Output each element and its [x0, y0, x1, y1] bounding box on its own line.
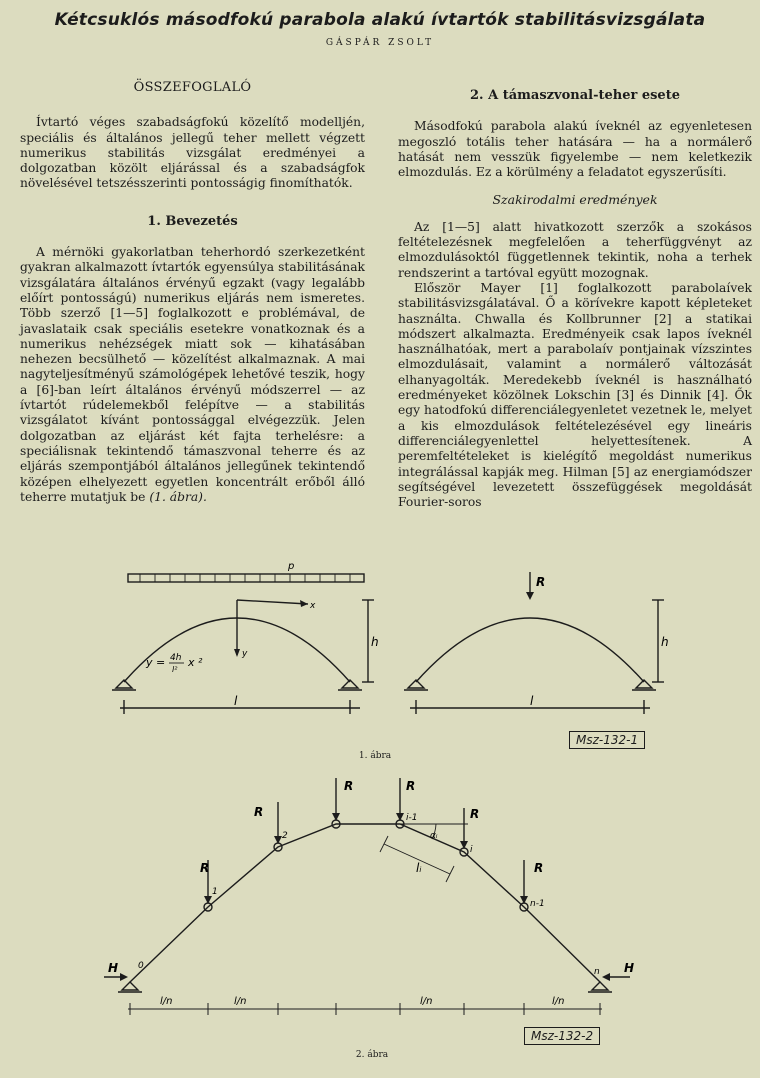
distributed-load-bar: [128, 574, 364, 582]
label-R-i-1: R: [406, 779, 416, 793]
summary-heading: ÖSSZEFOGLALÓ: [133, 80, 252, 95]
section2-heading: 2. A támaszvonal-teher esete: [470, 88, 680, 103]
label-node-i-1: i-1: [406, 813, 418, 823]
label-dim-1: l/n: [160, 996, 173, 1007]
label-H-right: H: [624, 961, 635, 975]
figure1-caption: 1. ábra: [358, 751, 392, 761]
figure1-drawing: [110, 560, 670, 750]
label-eq-y: y =: [146, 656, 166, 669]
section2-paragraph: Másodfokú parabola alakú íveknél az egyenletesen megoszló totális teher hatására — ha a normálerő hatását nem vesszük figyelembe — nem keletkezik elmozdulás. Ez a körülmény a feladatot egyszerűsíti.: [398, 119, 752, 180]
section1-paragraph: [20, 245, 365, 505]
left-column: [20, 80, 365, 505]
literature-paragraph-1: Az [1—5] alatt hivatkozott szerzők a szokásos feltételezésnek megfelelően a teherfüggvényt az elmozdulásoktól függetlennek tekintik, noha a terhek rendszerint a tartóval együtt mozognak.: [398, 219, 752, 280]
label-y: y: [242, 649, 248, 659]
figure1: [110, 560, 670, 750]
label-eq-den: l²: [172, 665, 178, 674]
label-node-n-1: n-1: [530, 899, 545, 909]
label-eq-num: 4h: [170, 653, 182, 663]
label-l-2: l: [530, 694, 534, 708]
label-p: p: [288, 561, 295, 572]
label-R-fig1: R: [536, 575, 546, 589]
figure1-stamp: Msz-132-1: [569, 731, 645, 749]
figure2-stamp: Msz-132-2: [524, 1027, 600, 1045]
figure2: [100, 772, 640, 1030]
figure2-caption: 2. ábra: [355, 1050, 389, 1060]
label-h-2: h: [661, 635, 669, 649]
label-node-n: n: [594, 967, 600, 977]
subsection-heading: Szakirodalmi eredmények: [492, 192, 658, 208]
support-n: [592, 982, 608, 990]
label-h-1: h: [371, 635, 379, 649]
summary-paragraph: Ívtartó véges szabadságfokú közelítő modelljén, speciális és általános jellegű teher mellett végzett numerikus stabilitás vizsgálat eredményei a dolgozatban közölt eljárással és a szabadságfok növelésével tetszésszerinti pontosságig finomíthatók.: [20, 115, 365, 191]
label-H-left: H: [108, 961, 119, 975]
literature-paragraph-2: Először Mayer [1] foglalkozott parabolaívek stabilitásvizsgálatával. Ő a körívekre kapott képleteket használta. Chwalla és Kollbrunner [2] a statikai módszert alkalmazta. Eredményeik csak lapos íveknél használhatóak, mert a parabolaív pontjainak vízszintes elmozdulásait, valamint a normálerő változását elhanyagolták. Meredekebb íveknél is használható eredményeket közölnek Lokschin [3] és Dinnik [4]. Ők egy hatodfokú differenciálegyenletet vezetnek le, melyet a kis elmozdulások feltételezésével egy lineáris differenciálegyenlettel helyettesítenek. A peremfeltételeket is kielégítő megoldást numerikus integrálással kapják meg. Hilman [5] az energiamódszer segítségével levezetett összefüggések megoldását Fourier-soros: [398, 280, 752, 510]
article-author: GÁSPÁR ZSOLT: [325, 38, 435, 48]
load-hatching: [140, 574, 350, 582]
label-R-2: R: [254, 805, 264, 819]
label-node-0: 0: [138, 961, 144, 971]
figure1-reference: (1. ábra).: [149, 489, 207, 504]
support-0: [122, 982, 138, 990]
section1-text: A mérnöki gyakorlatban teherhordó szerkezetként gyakran alkalmazott ívtartók egyensúlya stabilitásának vizsgálatára általános érvényű egzakt (vagy legalább előírt pontosságú) numerikus eljárás nem ismeretes. Több szerző [1—5] foglalkozott e problémával, de javaslataik csak speciális esetekre vonatkoznak és a numerikus nehézségek miatt sok — kihatásában nehezen becsülhető — közelítést alkalmaznak. A mai nagyteljesítményű számológépek lehetővé teszik, hogy a [6]-ban leírt általános érvényű módszerrel — az ívtartót rúdelemekből felépítve — a stabilitás vizsgálatot kívánt pontossággal elvégezzük. Jelen dolgozatban az eljárást két fajta terhelésre: a speciálisnak tekintendő támaszvonal teherre és az eljárás szempontjából általános jellegűnek tekintendő középen elhelyezett egyetlen koncentrált erőből álló teherre mutatjuk be: [20, 245, 365, 504]
label-R-3: R: [344, 779, 354, 793]
label-eq-x: x ²: [188, 656, 203, 669]
label-R-n-1: R: [534, 861, 544, 875]
right-column: [398, 88, 752, 510]
label-alpha: αᵢ: [430, 831, 438, 841]
section1-heading: 1. Bevezetés: [147, 213, 238, 229]
label-node-2: 2: [282, 831, 288, 841]
label-l-1: l: [234, 694, 238, 708]
arch-right: [416, 618, 644, 682]
article-title: Kétcsuklós másodfokú parabola alakú ívtartók stabilitásvizsgálata: [54, 10, 706, 30]
label-node-i: i: [470, 845, 473, 855]
label-dim-3: l/n: [420, 996, 433, 1007]
label-dim-4: l/n: [552, 996, 565, 1007]
x-axis: [237, 600, 308, 604]
label-R-i: R: [470, 807, 480, 821]
label-dim-2: l/n: [234, 996, 247, 1007]
label-R-1: R: [200, 861, 210, 875]
label-x: x: [310, 601, 316, 611]
label-node-1: 1: [212, 887, 218, 897]
label-li: lᵢ: [416, 861, 422, 875]
figure2-drawing: [100, 772, 640, 1030]
